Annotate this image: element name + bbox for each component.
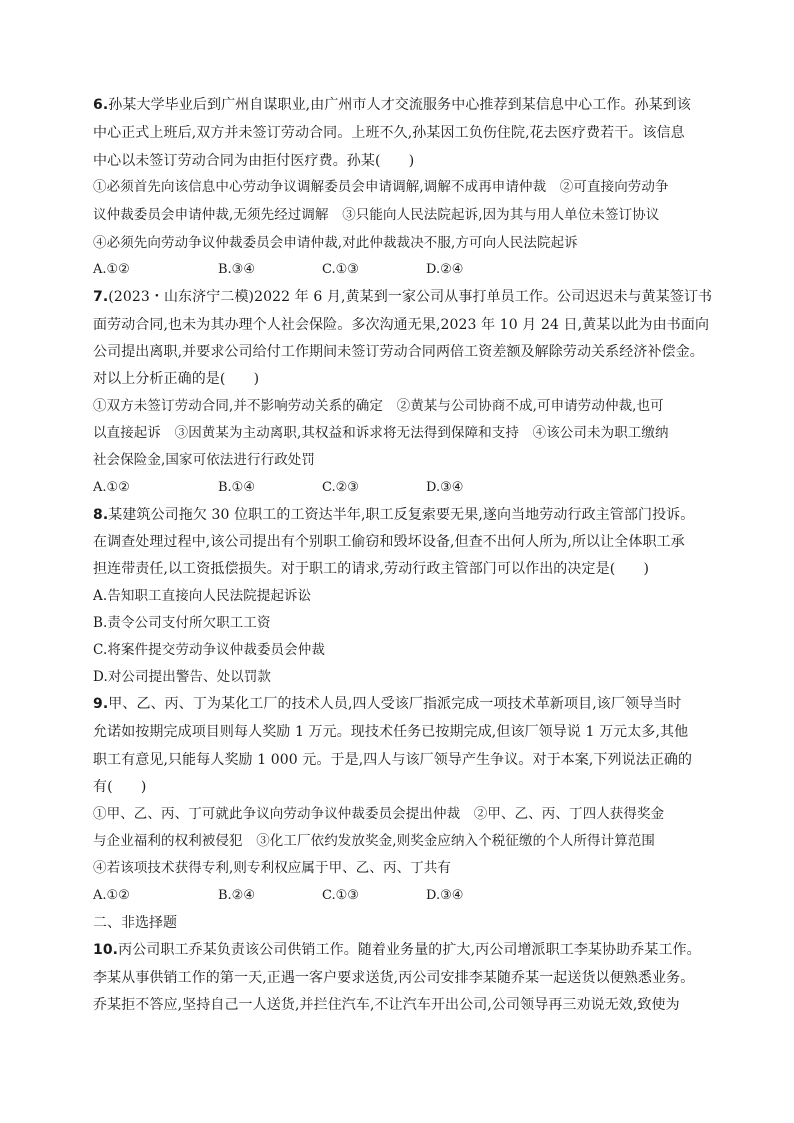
q7-statement-line-3: 社会保险金,国家可依法进行行政处罚 <box>93 452 315 468</box>
q8-stem-line-3: 担连带责任,以工资抵偿损失。对于职工的请求,劳动行政主管部门可以作出的决定是( ) <box>93 561 650 577</box>
q7-number: 7. <box>93 289 109 305</box>
q7-stem-line-1 <box>93 288 713 306</box>
q9-number: 9. <box>93 696 109 712</box>
q8-choice-d[interactable]: D.对公司提出警告、处以罚款 <box>93 669 272 685</box>
q9-stem-line-4: 有( ) <box>93 779 147 795</box>
q8-number: 8. <box>93 507 109 523</box>
q9-option-b[interactable]: B.②④ <box>218 888 255 903</box>
q8-choice-c[interactable]: C.将案件提交劳动争议仲裁委员会仲裁 <box>93 642 325 658</box>
q9-stem-text-1: 甲、乙、丙、丁为某化工厂的技术人员,四人受该厂指派完成一项技术革新项目,该厂领导当时 <box>108 696 682 712</box>
q6-options <box>93 261 713 279</box>
q9-option-d[interactable]: D.③④ <box>426 888 464 903</box>
q6-stem-text-1: 孙某大学毕业后到广州自谋职业,由广州市人才交流服务中心推荐到某信息中心工作。孙某到该 <box>108 97 691 113</box>
q7-statement-line-2: 以直接起诉 ③因黄某为主动离职,其权益和诉求将无法得到保障和支持 ④该公司未为职工缴纳 <box>93 425 669 441</box>
q9-option-a[interactable]: A.①② <box>93 888 130 903</box>
q7-option-d[interactable]: D.③④ <box>426 480 464 495</box>
q8-choice-b[interactable]: B.责令公司支付所欠职工工资 <box>93 615 271 631</box>
q7-stem-text-1: (2023・山东济宁二模)2022 年 6 月,黄某到一家公司从事打单员工作。公司迟迟未与黄某签订书 <box>108 289 713 305</box>
q9-statement-line-1: ①甲、乙、丙、丁可就此争议向劳动争议仲裁委员会提出仲裁 ②甲、乙、丙、丁四人获得奖金 <box>93 806 665 822</box>
q8-choice-a[interactable]: A.告知职工直接向人民法院提起诉讼 <box>93 588 312 604</box>
q6-number: 6. <box>93 97 109 113</box>
q6-option-d[interactable]: D.②④ <box>426 262 464 277</box>
q9-statement-line-3: ④若该项技术获得专利,则专利权应属于甲、乙、丙、丁共有 <box>93 860 451 876</box>
q10-stem-text-1: 丙公司职工乔某负责该公司供销工作。随着业务量的扩大,丙公司增派职工李某协助乔某工作。 <box>118 942 701 958</box>
q8-stem-line-1 <box>93 506 713 524</box>
q7-stem-line-3: 公司提出离职,并要求公司给付工作期间未签订劳动合同两倍工资差额及解除劳动关系经济补偿金。 <box>93 344 704 360</box>
q7-option-c[interactable]: C.②③ <box>322 480 359 495</box>
q7-option-a[interactable]: A.①② <box>93 480 130 495</box>
q6-stem-line-1 <box>93 96 713 114</box>
q6-option-c[interactable]: C.①③ <box>322 262 359 277</box>
q10-stem-line-1 <box>93 941 713 959</box>
q6-statement-line-1: ①必须首先向该信息中心劳动争议调解委员会申请调解,调解不成再申请仲裁 ②可直接向劳动争 <box>93 179 669 195</box>
q6-statement-line-2: 议仲裁委员会申请仲裁,无须先经过调解 ③只能向人民法院起诉,因为其与用人单位未签订协议 <box>93 207 660 223</box>
q6-stem-line-3: 中心以未签订劳动合同为由拒付医疗费。孙某( ) <box>93 153 415 169</box>
q6-stem-line-2: 中心正式上班后,双方并未签订劳动合同。上班不久,孙某因工负伤住院,花去医疗费若干。该信息 <box>93 125 685 141</box>
q10-stem-line-3: 乔某拒不答应,坚持自己一人送货,并拦住汽车,不让汽车开出公司,公司领导再三劝说无效,致使为 <box>93 997 680 1013</box>
q7-option-b[interactable]: B.①④ <box>218 480 255 495</box>
q7-stem-line-2: 面劳动合同,也未为其办理个人社会保险。多次沟通无果,2023 年 10 月 24 日,黄某以此为由书面向 <box>93 317 710 333</box>
q7-stem-line-4: 对以上分析正确的是( ) <box>93 371 260 387</box>
section-heading-non-choice: 二、非选择题 <box>93 915 177 931</box>
q9-options <box>93 887 713 905</box>
q9-stem-line-1 <box>93 695 713 713</box>
q8-stem-line-2: 在调查处理过程中,该公司提出有个别职工偷窃和毁坏设备,但查不出何人所为,所以让全体职工承 <box>93 534 685 550</box>
q9-option-c[interactable]: C.①③ <box>322 888 359 903</box>
q7-options <box>93 479 713 497</box>
q6-statement-line-3: ④必须先向劳动争议仲裁委员会申请仲裁,对此仲裁裁决不服,方可向人民法院起诉 <box>93 235 578 251</box>
q9-statement-line-2: 与企业福利的权利被侵犯 ③化工厂依约发放奖金,则奖金应纳入个税征缴的个人所得计算范围 <box>93 833 655 849</box>
q9-stem-line-3: 职工有意见,只能每人奖励 1 000 元。于是,四人与该厂领导产生争议。对于本案,下列说法正确的 <box>93 752 693 768</box>
q7-statement-line-1: ①双方未签订劳动合同,并不影响劳动关系的确定 ②黄某与公司协商不成,可申请劳动仲裁,也可 <box>93 398 664 414</box>
q8-stem-text-1: 某建筑公司拖欠 30 位职工的工资达半年,职工反复索要无果,遂向当地劳动行政主管部门投诉。 <box>108 507 695 523</box>
q9-stem-line-2: 允诺如按期完成项目则每人奖励 1 万元。现技术任务已按期完成,但该厂领导说 1 万元太多,其他 <box>93 724 689 740</box>
q6-option-a[interactable]: A.①② <box>93 262 130 277</box>
q10-stem-line-2: 李某从事供销工作的第一天,正遇一客户要求送货,丙公司安排李某随乔某一起送货以便熟悉业务。 <box>93 970 695 986</box>
q6-option-b[interactable]: B.③④ <box>218 262 255 277</box>
q10-number: 10. <box>93 942 119 958</box>
